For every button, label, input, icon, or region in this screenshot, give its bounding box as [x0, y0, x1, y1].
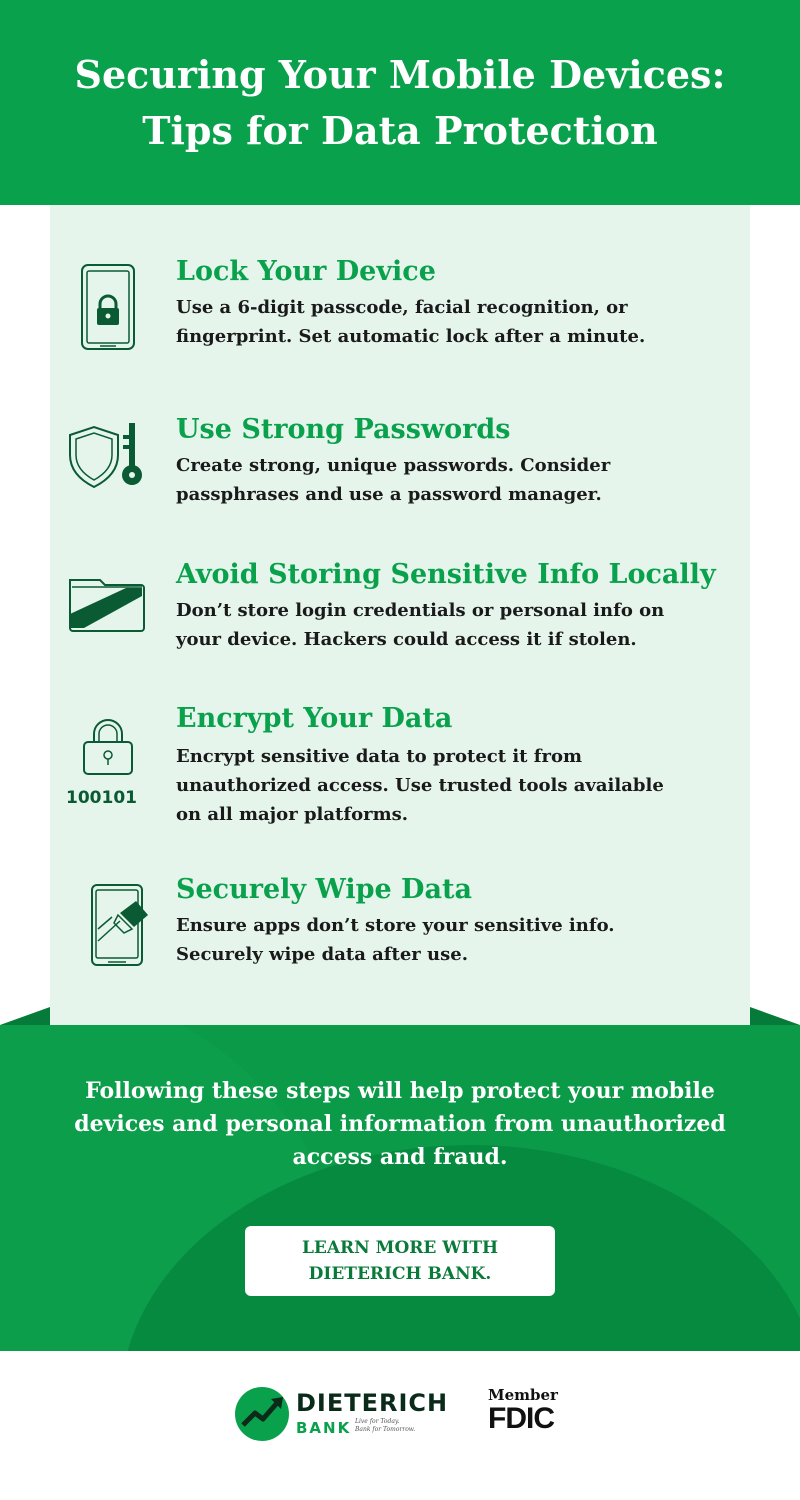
closing-message: [40, 1075, 760, 1174]
bottom-band: [0, 1025, 800, 1351]
tip-description-line: unauthorized access. Use trusted tools available: [176, 775, 664, 796]
tip-description: [176, 742, 736, 829]
tip-description-line: your device. Hackers could access it if stolen.: [176, 629, 637, 650]
shield-key-icon: [62, 419, 152, 493]
fdic-mark: FDIC: [488, 1402, 554, 1435]
header-banner: [0, 0, 800, 205]
tip-description-line: fingerprint. Set automatic lock after a minute.: [176, 326, 646, 347]
cta-line: DIETERICH BANK.: [308, 1264, 492, 1284]
page-title-line2: Tips for Data Protection: [142, 107, 658, 153]
cta-line: LEARN MORE WITH: [301, 1238, 499, 1258]
closing-line: Following these steps will help protect your mobile: [85, 1078, 715, 1104]
logo-name: DIETERICH: [296, 1389, 449, 1417]
phone-lock-icon: [62, 263, 152, 357]
tip-description-line: on all major platforms.: [176, 804, 409, 825]
tip-description-line: Use a 6-digit passcode, facial recognition, or: [176, 297, 628, 318]
tip-description-line: Ensure apps don’t store your sensitive info.: [176, 915, 615, 936]
tip-title: Securely Wipe Data: [176, 874, 472, 905]
tip-description-line: Securely wipe data after use.: [176, 944, 468, 965]
tip-title: Encrypt Your Data: [176, 703, 453, 734]
tip-description-line: Create strong, unique passwords. Consider: [176, 455, 611, 476]
ribbon-fold-left: [0, 1007, 50, 1025]
tip-description: [176, 451, 736, 509]
fdic-member-label: Member: [488, 1386, 558, 1404]
padlock-binary-icon: [62, 716, 152, 780]
closing-line: access and fraud.: [292, 1144, 508, 1170]
fdic-logo: [488, 1386, 578, 1446]
tips-card: [50, 205, 750, 1025]
closing-line: devices and personal information from unauthorized: [74, 1111, 726, 1137]
tagline-line: Bank for Tomorrow.: [355, 1426, 416, 1433]
tip-title: Lock Your Device: [176, 256, 436, 287]
page-title-line1: Securing Your Mobile Devices:: [74, 51, 726, 97]
learn-more-button[interactable]: [245, 1226, 555, 1296]
tip-title: Use Strong Passwords: [176, 414, 511, 445]
tip-description: [176, 596, 736, 654]
logo-tagline: [355, 1418, 435, 1434]
growth-arrow-icon: [233, 1385, 291, 1443]
tip-description-line: Encrypt sensitive data to protect it from: [176, 746, 583, 767]
folder-strike-icon: [62, 574, 152, 638]
tip-description: [176, 911, 736, 969]
tip-description: [176, 293, 736, 351]
tip-title: Avoid Storing Sensitive Info Locally: [176, 559, 716, 590]
logo-bank: BANK: [296, 1419, 352, 1437]
phone-wipe-icon: [62, 883, 152, 971]
dieterich-bank-logo[interactable]: [233, 1383, 449, 1443]
tip-description-line: Don’t store login credentials or personal info on: [176, 600, 665, 621]
binary-label: 100101: [66, 788, 137, 808]
ribbon-fold-right: [750, 1007, 800, 1025]
tip-description-line: passphrases and use a password manager.: [176, 484, 602, 505]
tagline-line: Live for Today.: [355, 1418, 400, 1425]
page-title: [30, 47, 770, 159]
